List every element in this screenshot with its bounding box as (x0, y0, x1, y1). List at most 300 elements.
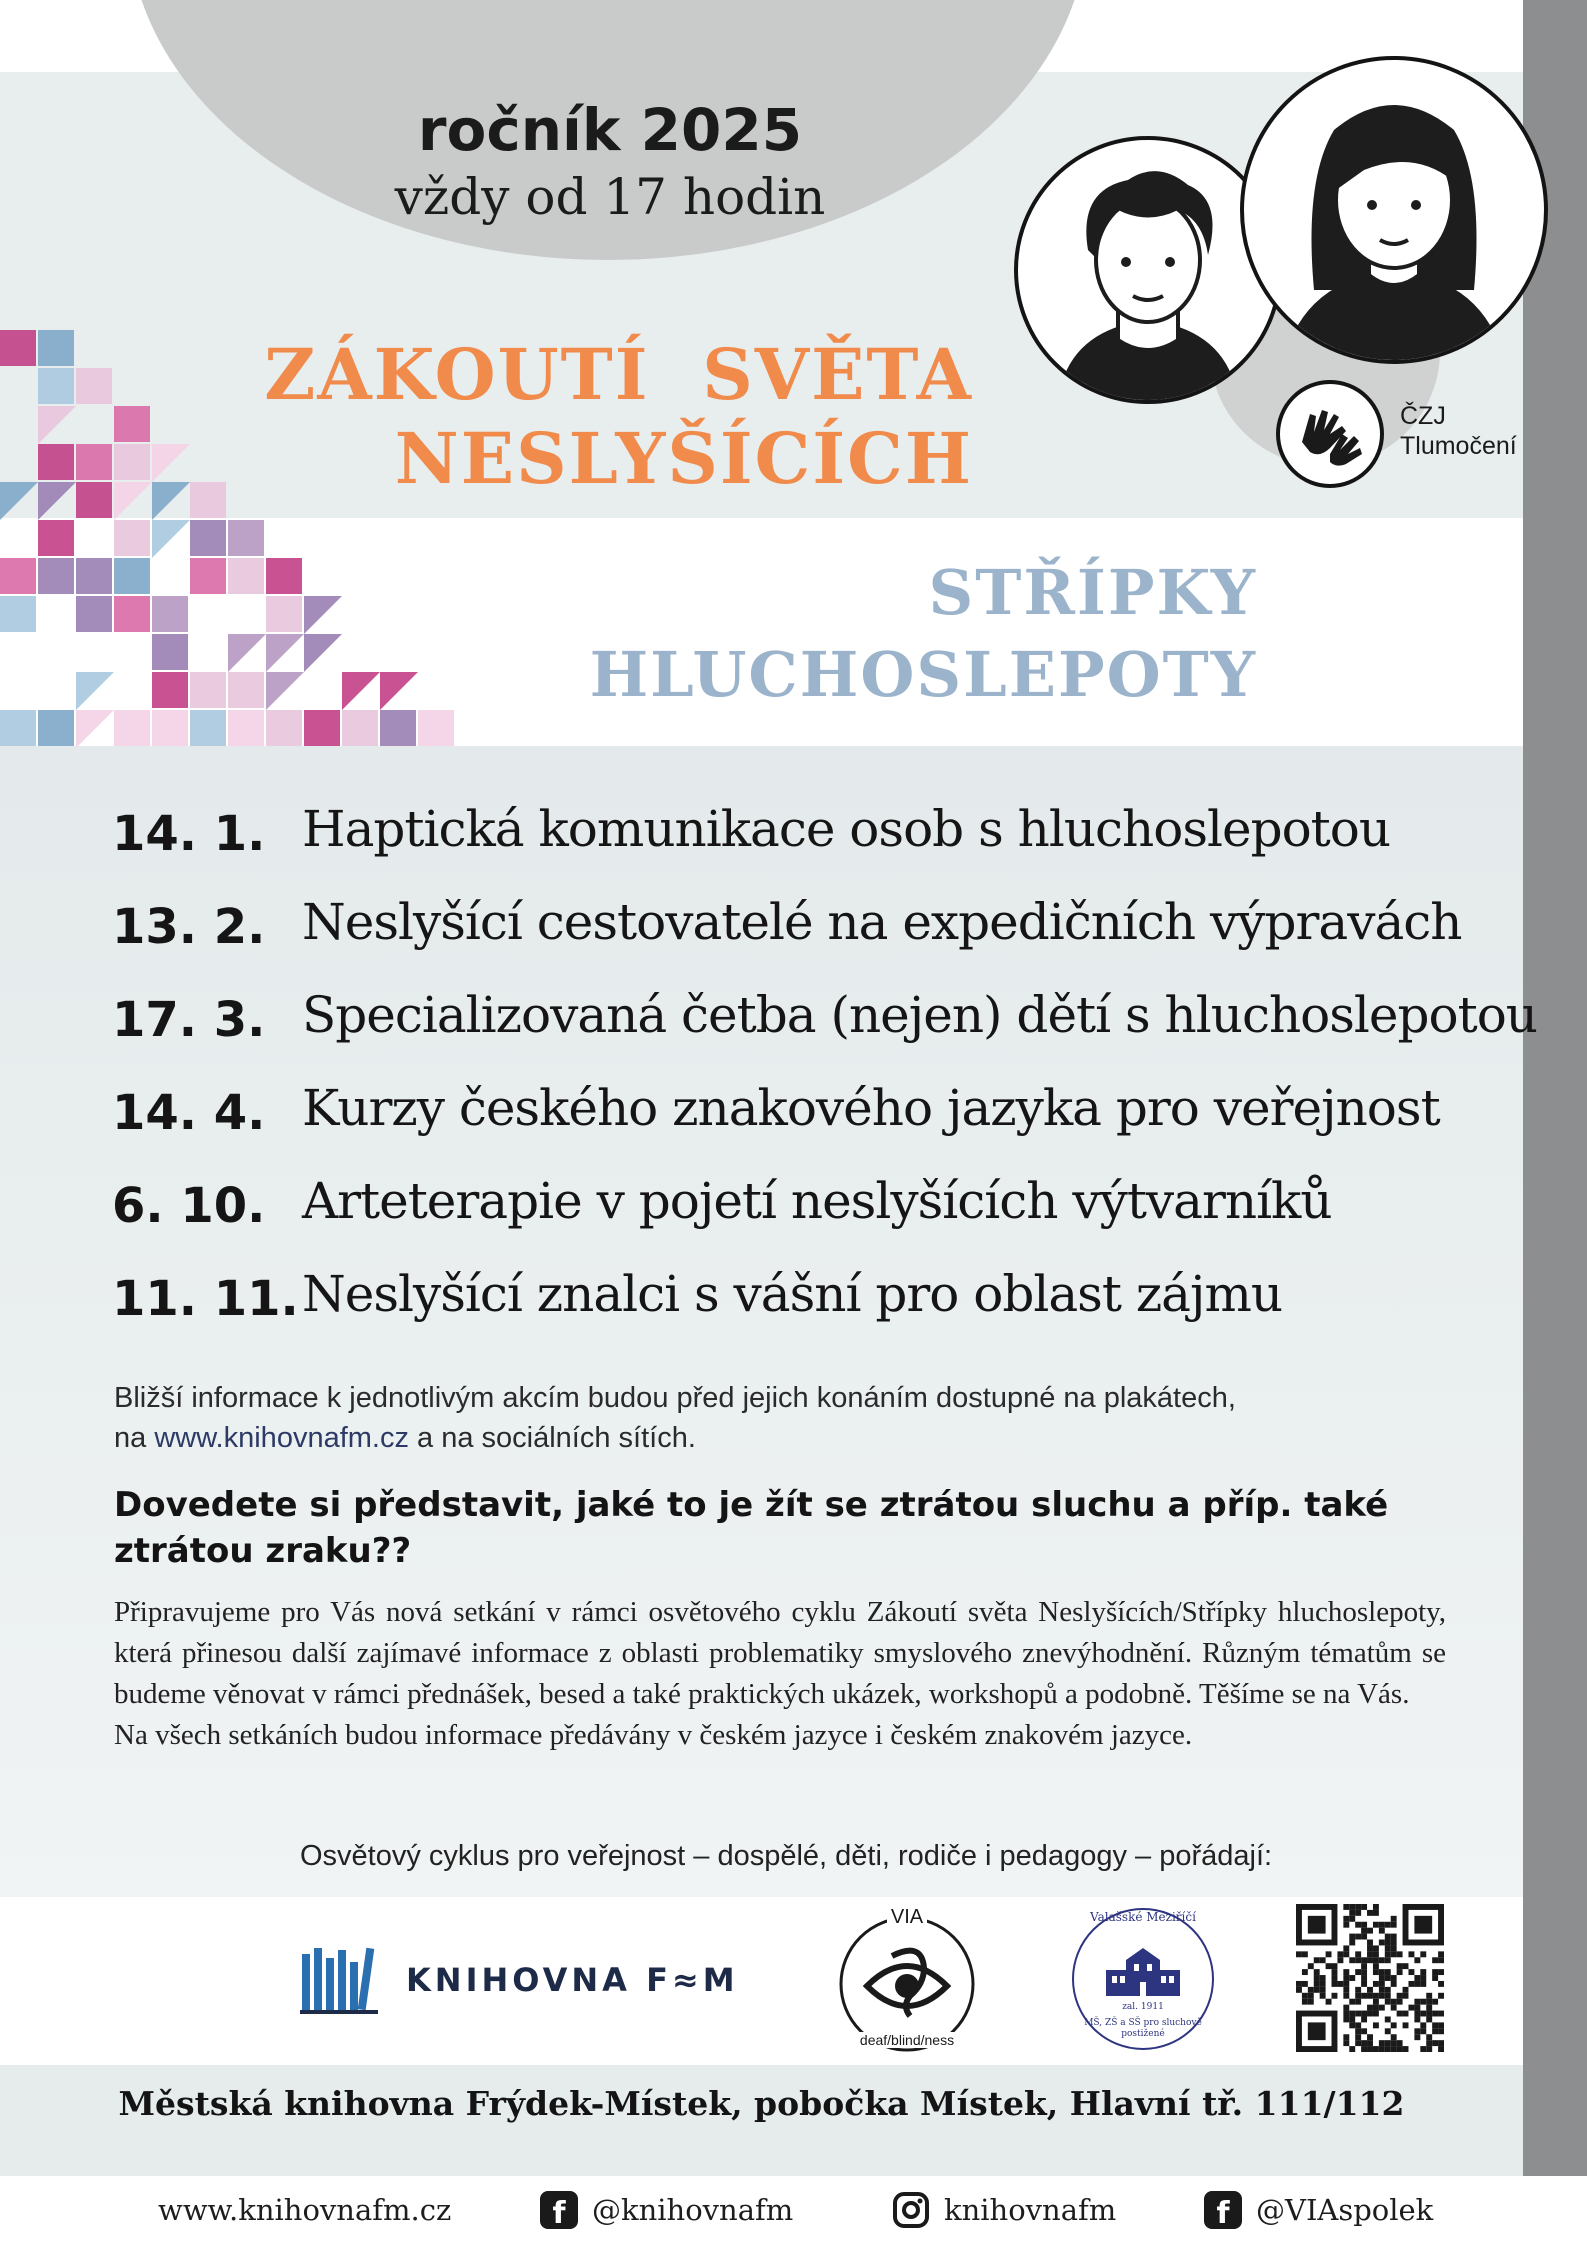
qr-module (1438, 2011, 1444, 2017)
mosaic-tile (76, 596, 112, 632)
event-date: 14. 1. (112, 806, 266, 862)
event-topic: Neslyšící cestovatelé na expedičních výpravách (302, 893, 1462, 951)
qr-module (1314, 1975, 1320, 1981)
via-label: VIA (887, 1906, 927, 1929)
question-heading: Dovedete si představit, jaké to je žít se ztrátou sluchu a příp. také ztrátou zraku?? (114, 1485, 1389, 1571)
qr-module (1403, 1963, 1409, 1969)
portrait-woman-long-hair-icon (1240, 56, 1548, 364)
qr-module (1432, 2011, 1438, 2017)
qr-module (1385, 1975, 1391, 1981)
qr-module (1355, 1934, 1361, 1940)
mosaic-tile (418, 710, 454, 746)
qr-module (1373, 2046, 1379, 2052)
mosaic-tile (304, 596, 342, 634)
qr-module (1361, 2040, 1367, 2046)
qr-module (1361, 1922, 1367, 1928)
qr-module (1426, 2011, 1432, 2017)
qr-module (1361, 1963, 1367, 1969)
qr-module (1308, 1987, 1314, 1993)
mosaic-tile (380, 672, 418, 710)
qr-module (1361, 1981, 1367, 1987)
qr-module (1438, 1951, 1444, 1957)
qr-module (1302, 1999, 1308, 2005)
schedule-row (112, 1172, 1492, 1252)
footer-facebook-via[interactable] (1204, 2188, 1433, 2232)
info-prefix: na (114, 1422, 155, 1454)
qr-module (1332, 1993, 1338, 1999)
body-paragraph: Na všech setkáních budou informace předávány v českém jazyce i českém znakovém jazyce. (114, 1719, 1193, 1751)
qr-module (1403, 2011, 1409, 2017)
qr-module (1302, 1969, 1308, 1975)
library-logo (300, 1944, 739, 2016)
event-topic: Haptická komunikace osob s hluchoslepotou (302, 800, 1391, 858)
qr-module (1355, 2034, 1361, 2040)
qr-module (1367, 2005, 1373, 2011)
qr-module (1414, 1975, 1420, 1981)
qr-module (1337, 1981, 1343, 1987)
qr-module (1385, 1934, 1391, 1940)
mosaic-tile (38, 330, 74, 366)
mosaic-tile (342, 672, 380, 710)
qr-module (1355, 1922, 1361, 1928)
edition-time: vždy od 17 hodin (394, 168, 826, 226)
footer-instagram-text[interactable]: knihovnafm (944, 2193, 1117, 2227)
qr-module (1361, 1957, 1367, 1963)
mosaic-tile (342, 710, 378, 746)
qr-module (1349, 1916, 1355, 1922)
qr-module (1414, 2005, 1420, 2011)
qr-module (1391, 1999, 1397, 2005)
mosaic-tile (152, 672, 188, 708)
mosaic-tile (190, 672, 226, 708)
info-line1: Bližší informace k jednotlivým akcím budou před jejich konáním dostupné na plakátech, (114, 1382, 1236, 1414)
qr-module (1296, 1951, 1302, 1957)
qr-module (1373, 1963, 1379, 1969)
qr-module (1379, 2005, 1385, 2011)
mosaic-tile (266, 558, 302, 594)
mosaic-tile (0, 482, 38, 520)
qr-module (1343, 2011, 1349, 2017)
mosaic-tile (114, 482, 152, 520)
qr-module (1432, 1969, 1438, 1975)
qr-module (1391, 2005, 1397, 2011)
qr-module (1391, 1916, 1397, 1922)
qr-module (1355, 2011, 1361, 2017)
via-logo (832, 1906, 982, 2056)
qr-module (1391, 2046, 1397, 2052)
mosaic-tile (114, 520, 150, 556)
qr-module (1408, 1951, 1414, 1957)
qr-module (1361, 1904, 1367, 1910)
school-seal-logo (1068, 1904, 1218, 2054)
qr-module (1367, 1987, 1373, 1993)
qr-module (1385, 1951, 1391, 1957)
qr-module (1296, 1987, 1302, 1993)
qr-module (1367, 1910, 1373, 1916)
qr-module (1426, 1999, 1432, 2005)
qr-module (1438, 2022, 1444, 2028)
qr-module (1385, 1993, 1391, 1999)
main-title-line2: NESLYŠÍCÍCH (394, 417, 973, 500)
mosaic-tile (38, 482, 76, 520)
qr-module (1343, 1922, 1349, 1928)
qr-module (1426, 2046, 1432, 2052)
subtitle-line2: HLUCHOSLEPOTY (589, 638, 1257, 711)
footer-instagram[interactable] (892, 2188, 1116, 2232)
mosaic-tile (114, 444, 150, 480)
event-topic: Neslyšící znalci s vášní pro oblast zájmu (302, 1265, 1283, 1323)
qr-module (1432, 2022, 1438, 2028)
mosaic-tile (76, 672, 114, 710)
qr-module (1314, 1987, 1320, 1993)
mosaic-tile (304, 710, 340, 746)
qr-module (1408, 1981, 1414, 1987)
qr-module (1320, 1987, 1326, 1993)
qr-module (1426, 2040, 1432, 2046)
qr-module (1308, 1993, 1314, 1999)
qr-finder (1414, 1916, 1432, 1934)
qr-module (1308, 1963, 1314, 1969)
qr-module (1403, 2046, 1409, 2052)
qr-module (1391, 1940, 1397, 1946)
mosaic-tile (152, 520, 190, 558)
schedule-row (112, 800, 1492, 880)
portrait-woman-short-hair-icon (1014, 136, 1282, 404)
qr-module (1367, 2011, 1373, 2017)
qr-module (1379, 2040, 1385, 2046)
mosaic-tile (38, 710, 74, 746)
qr-module (1343, 1904, 1349, 1910)
mosaic-tile (76, 482, 112, 518)
facebook-icon: f (540, 2191, 578, 2229)
mosaic-tile (38, 444, 74, 480)
qr-module (1391, 1922, 1397, 1928)
mosaic-tile (304, 634, 342, 672)
qr-module (1373, 2005, 1379, 2011)
qr-module (1314, 1969, 1320, 1975)
qr-module (1373, 1957, 1379, 1963)
qr-module (1379, 1969, 1385, 1975)
qr-code-icon[interactable] (1296, 1904, 1444, 2052)
body-text (114, 1592, 1446, 1756)
qr-module (1314, 1957, 1320, 1963)
event-topic: Specializovaná četba (nejen) dětí s hluchoslepotou (302, 986, 1538, 1044)
qr-module (1420, 1951, 1426, 1957)
qr-module (1343, 1969, 1349, 1975)
mosaic-tile (228, 672, 264, 708)
body-paragraph: Připravujeme pro Vás nová setkání v rámci osvětového cyklu Zákoutí světa Neslyšících/Střípky hluchoslepoty, která přinesou další zajímavé informace z oblasti problematiky smyslového znevýhodnění. Různým tématům se budeme věnovat v rámci přednášek, besed a také praktických ukázek, workshopů a podobně. Těšíme se na Vás. (114, 1596, 1446, 1710)
qr-module (1355, 1904, 1361, 1910)
qr-module (1391, 1951, 1397, 1957)
footer-facebook-via-text[interactable]: @VIAspolek (1256, 2193, 1434, 2227)
qr-module (1367, 2040, 1373, 2046)
qr-module (1337, 1957, 1343, 1963)
qr-module (1314, 1981, 1320, 1987)
qr-module (1414, 1957, 1420, 1963)
qr-module (1397, 1993, 1403, 1999)
qr-module (1391, 2040, 1397, 2046)
qr-module (1355, 2022, 1361, 2028)
qr-module (1332, 1963, 1338, 1969)
sign-language-hands-icon (1276, 380, 1384, 488)
qr-module (1408, 1969, 1414, 1975)
qr-module (1385, 1940, 1391, 1946)
qr-module (1397, 2046, 1403, 2052)
qr-module (1320, 1993, 1326, 1999)
qr-module (1438, 1993, 1444, 1999)
qr-module (1337, 1951, 1343, 1957)
qr-module (1349, 2046, 1355, 2052)
qr-module (1343, 1987, 1349, 1993)
qr-module (1403, 1987, 1409, 1993)
qr-module (1373, 1981, 1379, 1987)
qr-module (1361, 1969, 1367, 1975)
qr-module (1420, 1981, 1426, 1987)
qr-module (1355, 2028, 1361, 2034)
qr-module (1326, 1951, 1332, 1957)
mosaic-tile (38, 520, 74, 556)
footer-facebook-library-text[interactable]: @knihovnafm (592, 2193, 794, 2227)
event-topic: Kurzy českého znakového jazyka pro veřejnost (302, 1079, 1440, 1137)
qr-module (1426, 2034, 1432, 2040)
mosaic-tile (114, 710, 150, 746)
qr-module (1355, 1999, 1361, 2005)
mosaic-tile (190, 710, 226, 746)
via-subtitle: deaf/blind/ness (852, 2032, 962, 2048)
qr-module (1367, 1993, 1373, 1999)
qr-module (1367, 2034, 1373, 2040)
qr-module (1373, 1904, 1379, 1910)
qr-module (1332, 1975, 1338, 1981)
qr-module (1426, 2005, 1432, 2011)
qr-module (1367, 1951, 1373, 1957)
qr-module (1385, 2046, 1391, 2052)
qr-module (1397, 1951, 1403, 1957)
mosaic-tile (76, 444, 112, 480)
qr-module (1308, 1999, 1314, 2005)
interpreting-label-czj: ČZJ (1400, 402, 1446, 430)
qr-module (1414, 2034, 1420, 2040)
qr-module (1426, 1993, 1432, 1999)
qr-module (1302, 1951, 1308, 1957)
schedule-row (112, 1265, 1492, 1345)
mosaic-tile (228, 558, 264, 594)
qr-module (1379, 1957, 1385, 1963)
footer-website-text[interactable]: www.knihovnafm.cz (158, 2193, 452, 2227)
qr-module (1385, 1999, 1391, 2005)
qr-module (1385, 2040, 1391, 2046)
mosaic-tile (266, 710, 302, 746)
qr-module (1355, 1993, 1361, 1999)
main-title-line1: ZÁKOUTÍ SVĚTA (264, 333, 973, 416)
mosaic-tile (114, 558, 150, 594)
qr-module (1373, 1993, 1379, 1999)
qr-module (1343, 2016, 1349, 2022)
qr-module (1414, 2011, 1420, 2017)
mosaic-tile (228, 520, 264, 556)
mosaic-tile (266, 596, 302, 632)
qr-module (1361, 1928, 1367, 1934)
qr-module (1420, 1975, 1426, 1981)
qr-module (1403, 2022, 1409, 2028)
qr-module (1438, 1957, 1444, 1963)
qr-finder (1308, 2022, 1326, 2040)
qr-module (1414, 1999, 1420, 2005)
qr-module (1343, 1951, 1349, 1957)
qr-module (1361, 2046, 1367, 2052)
mosaic-tile (190, 558, 226, 594)
qr-module (1385, 1969, 1391, 1975)
qr-module (1438, 2040, 1444, 2046)
qr-module (1332, 1969, 1338, 1975)
mosaic-tile (152, 710, 188, 746)
qr-module (1391, 2034, 1397, 2040)
qr-module (1343, 2034, 1349, 2040)
qr-module (1379, 1940, 1385, 1946)
schedule-row (112, 893, 1492, 973)
qr-module (1391, 2022, 1397, 2028)
qr-module (1349, 1957, 1355, 1963)
qr-module (1432, 2040, 1438, 2046)
qr-module (1355, 1910, 1361, 1916)
qr-module (1349, 1910, 1355, 1916)
mosaic-tile (152, 634, 188, 670)
qr-module (1397, 2011, 1403, 2017)
qr-module (1373, 1951, 1379, 1957)
logo-band (0, 1897, 1523, 2065)
website-link[interactable]: www.knihovnafm.cz (154, 1422, 409, 1454)
qr-module (1361, 2028, 1367, 2034)
qr-module (1326, 1999, 1332, 2005)
mosaic-tile (76, 710, 114, 748)
footer-website[interactable] (158, 2188, 451, 2232)
qr-module (1349, 1940, 1355, 1946)
mosaic-tile (76, 368, 112, 404)
qr-module (1320, 1981, 1326, 1987)
qr-module (1355, 1969, 1361, 1975)
qr-module (1432, 1999, 1438, 2005)
qr-module (1349, 1999, 1355, 2005)
library-books-icon (300, 1944, 382, 2016)
mosaic-tile (0, 710, 36, 746)
qr-module (1343, 1993, 1349, 1999)
qr-module (1420, 1999, 1426, 2005)
mosaic-tile (0, 330, 36, 366)
mosaic-tile (0, 558, 36, 594)
qr-module (1420, 1969, 1426, 1975)
qr-module (1397, 2040, 1403, 2046)
edition-year: ročník 2025 (417, 96, 803, 164)
mosaic-tile (114, 406, 150, 442)
qr-module (1343, 2005, 1349, 2011)
qr-module (1379, 1993, 1385, 1999)
qr-module (1397, 1999, 1403, 2005)
qr-module (1414, 2016, 1420, 2022)
mosaic-tile (38, 368, 74, 404)
mosaic-tile (266, 672, 304, 710)
qr-module (1373, 1922, 1379, 1928)
mosaic-tile (38, 406, 76, 444)
info-suffix: a na sociálních sítích. (408, 1422, 696, 1454)
interpreting-label: Tlumočení (1400, 432, 1517, 460)
qr-module (1379, 2046, 1385, 2052)
school-year: zal. 1911 (1122, 2002, 1164, 2012)
qr-module (1414, 2028, 1420, 2034)
event-date: 17. 3. (112, 992, 266, 1048)
qr-module (1373, 1910, 1379, 1916)
qr-module (1349, 2022, 1355, 2028)
schedule-row (112, 986, 1538, 1066)
qr-module (1385, 1957, 1391, 1963)
qr-module (1361, 1975, 1367, 1981)
mosaic-tile (76, 558, 112, 594)
qr-module (1355, 1987, 1361, 1993)
mosaic-tile (190, 520, 226, 556)
event-date: 13. 2. (112, 899, 266, 955)
qr-module (1343, 1981, 1349, 1987)
qr-module (1438, 1981, 1444, 1987)
qr-module (1438, 2028, 1444, 2034)
qr-module (1379, 1975, 1385, 1981)
schedule-row (112, 1079, 1492, 1159)
qr-module (1355, 2040, 1361, 2046)
facebook-icon: f (1204, 2191, 1242, 2229)
qr-module (1420, 2046, 1426, 2052)
qr-module (1403, 1993, 1409, 1999)
mosaic-tile (228, 710, 264, 746)
qr-module (1420, 2022, 1426, 2028)
qr-module (1355, 1957, 1361, 1963)
qr-module (1391, 1945, 1397, 1951)
school-name: Valašské Meziříčí (1090, 1910, 1196, 1924)
qr-module (1397, 1969, 1403, 1975)
mosaic-tile (114, 596, 150, 632)
qr-module (1391, 1934, 1397, 1940)
mosaic-tile (0, 596, 36, 632)
qr-finder (1308, 1916, 1326, 1934)
qr-module (1361, 1934, 1367, 1940)
school-description: MŠ, ZŠ a SŠ pro sluchově postižené (1084, 2018, 1202, 2039)
qr-module (1414, 1981, 1420, 1987)
qr-module (1349, 2016, 1355, 2022)
footer-facebook-library[interactable] (540, 2188, 793, 2232)
qr-module (1385, 1987, 1391, 1993)
qr-module (1349, 1934, 1355, 1940)
mosaic-tile (190, 482, 226, 518)
qr-module (1385, 2016, 1391, 2022)
mosaic-tile (228, 634, 266, 672)
qr-module (1432, 1975, 1438, 1981)
qr-module (1343, 2040, 1349, 2046)
qr-module (1420, 2011, 1426, 2017)
qr-module (1438, 2046, 1444, 2052)
instagram-icon (892, 2191, 930, 2229)
qr-module (1432, 2028, 1438, 2034)
qr-module (1420, 2028, 1426, 2034)
qr-module (1367, 1945, 1373, 1951)
qr-module (1385, 1922, 1391, 1928)
qr-module (1361, 1993, 1367, 1999)
qr-module (1391, 1981, 1397, 1987)
qr-module (1397, 1963, 1403, 1969)
qr-module (1373, 2011, 1379, 2017)
qr-module (1438, 1969, 1444, 1975)
qr-module (1367, 1957, 1373, 1963)
side-band (1523, 0, 1587, 2176)
qr-module (1379, 1928, 1385, 1934)
mosaic-tile (38, 558, 74, 594)
event-topic: Arteterapie v pojetí neslyšících výtvarníků (302, 1172, 1332, 1230)
